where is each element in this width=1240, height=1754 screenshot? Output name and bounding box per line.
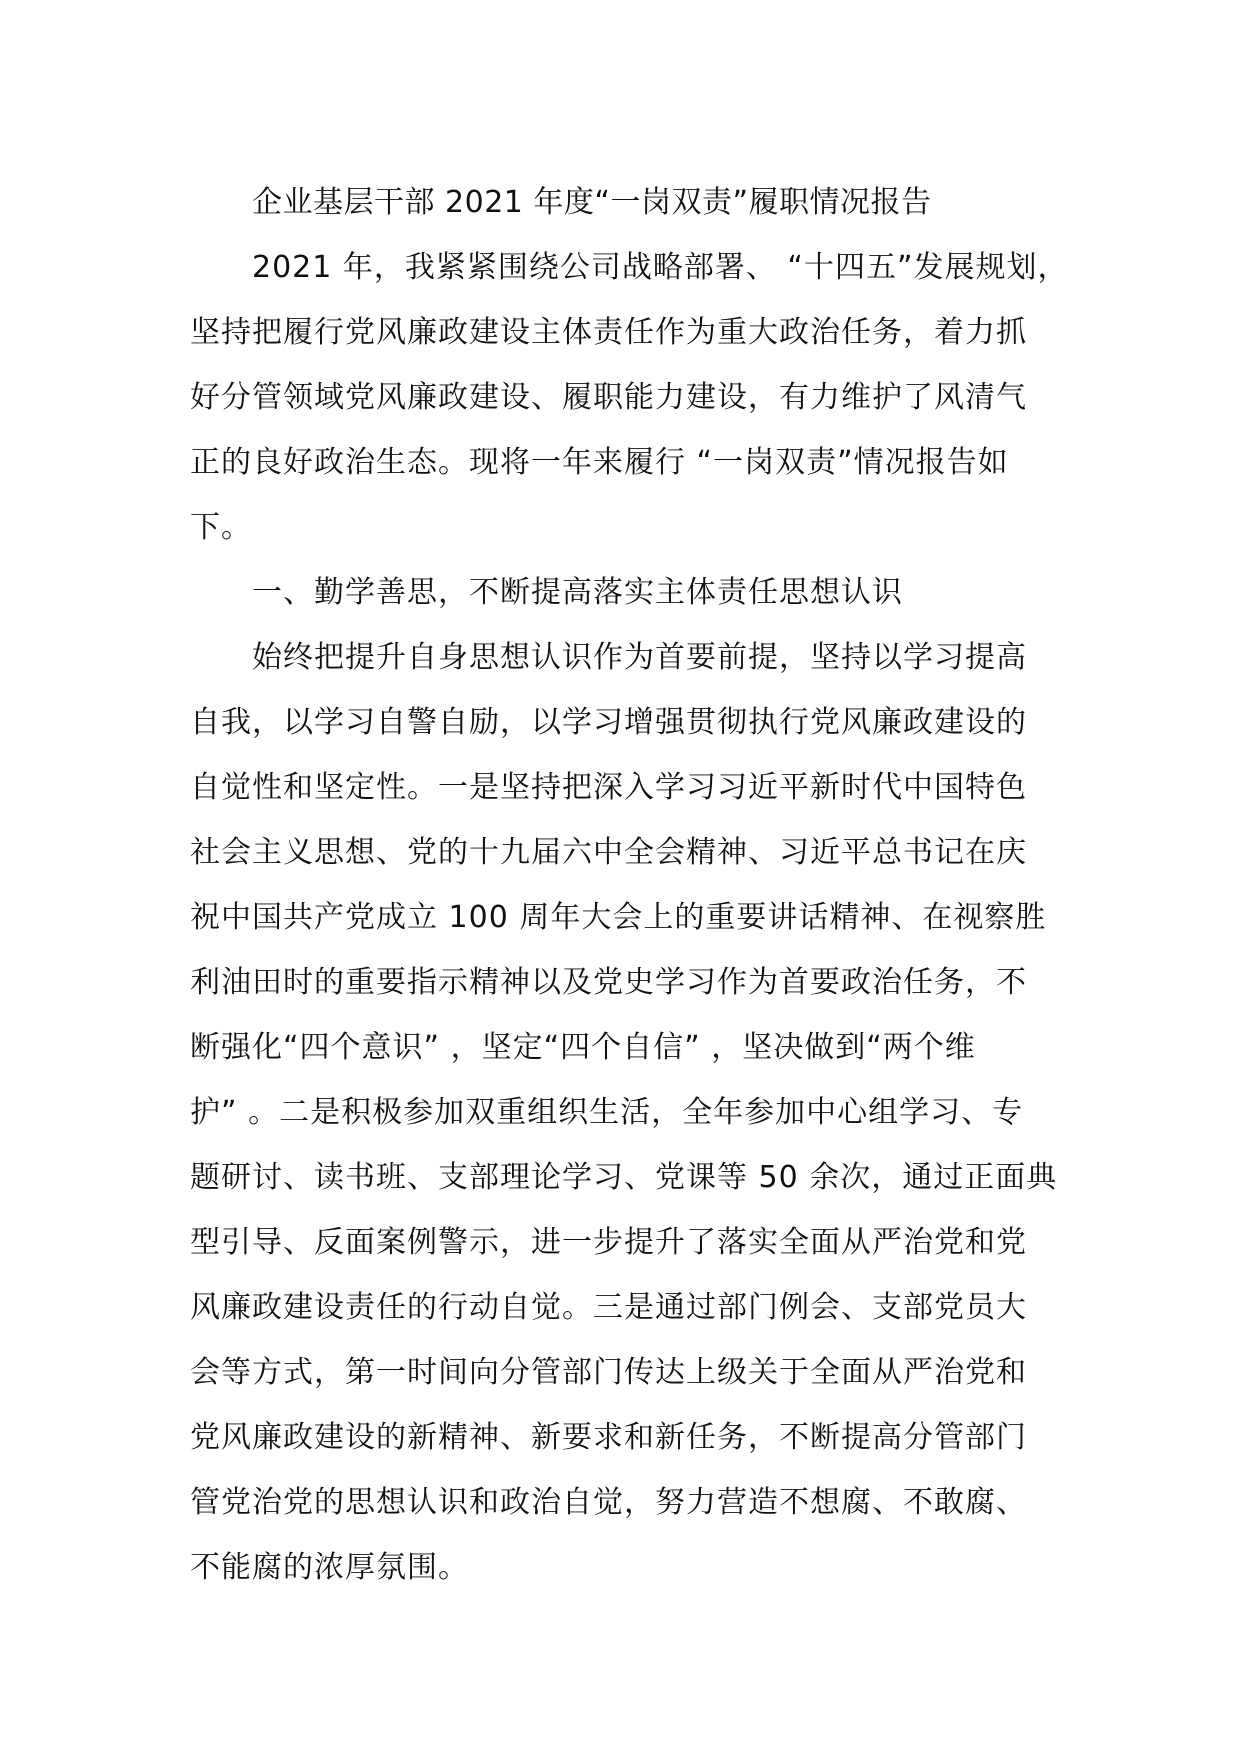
section-heading: 一、勤学善思，不断提高落实主体责任思想认识: [252, 575, 903, 610]
paragraph-line: 风廉政建设责任的行动自觉。三是通过部门例会、支部党员大: [190, 1290, 1027, 1325]
paragraph-line: 不能腐的浓厚氛围。: [190, 1550, 469, 1585]
paragraph-line: 坚持把履行党风廉政建设主体责任作为重大政治任务，着力抓: [190, 315, 1027, 350]
section-paragraph: [190, 625, 1090, 1600]
paragraph-line: 2021 年，我紧紧围绕公司战略部署、 “十四五”发展规划，: [252, 250, 1069, 285]
paragraph-line: 自觉性和坚定性。一是坚持把深入学习习近平新时代中国特色: [190, 770, 1027, 805]
document-title: 企业基层干部 2021 年度“一岗双责”履职情况报告: [252, 185, 932, 220]
paragraph-line: 自我，以学习自警自励，以学习增强贯彻执行党风廉政建设的: [190, 705, 1027, 740]
paragraph-line: 始终把提升自身思想认识作为首要前提，坚持以学习提高: [252, 640, 1027, 675]
paragraph-line: 断强化“四个意识” ，坚定“四个自信” ，坚决做到“两个维: [190, 1030, 976, 1065]
paragraph-line: 好分管领域党风廉政建设、履职能力建设，有力维护了风清气: [190, 380, 1027, 415]
paragraph-line: 祝中国共产党成立 100 周年大会上的重要讲话精神、在视察胜: [190, 900, 1047, 935]
paragraph-line: 党风廉政建设的新精神、新要求和新任务，不断提高分管部门: [190, 1420, 1027, 1455]
paragraph-line: 下。: [190, 510, 252, 545]
paragraph-line: 利油田时的重要指示精神以及党史学习作为首要政治任务，不: [190, 965, 1027, 1000]
document-body: [190, 170, 1090, 1600]
paragraph-line: 管党治党的思想认识和政治自觉，努力营造不想腐、不敢腐、: [190, 1485, 1027, 1520]
intro-paragraph: [190, 235, 1090, 560]
paragraph-line: 题研讨、读书班、支部理论学习、党课等 50 余次，通过正面典: [190, 1160, 1058, 1195]
paragraph-line: 护” 。二是积极参加双重组织生活，全年参加中心组学习、专: [190, 1095, 1024, 1130]
paragraph-line: 正的良好政治生态。现将一年来履行 “一岗双责”情况报告如: [190, 445, 1009, 480]
paragraph-line: 会等方式，第一时间向分管部门传达上级关于全面从严治党和: [190, 1355, 1027, 1390]
paragraph-line: 型引导、反面案例警示，进一步提升了落实全面从严治党和党: [190, 1225, 1027, 1260]
paragraph-line: 社会主义思想、党的十九届六中全会精神、习近平总书记在庆: [190, 835, 1027, 870]
